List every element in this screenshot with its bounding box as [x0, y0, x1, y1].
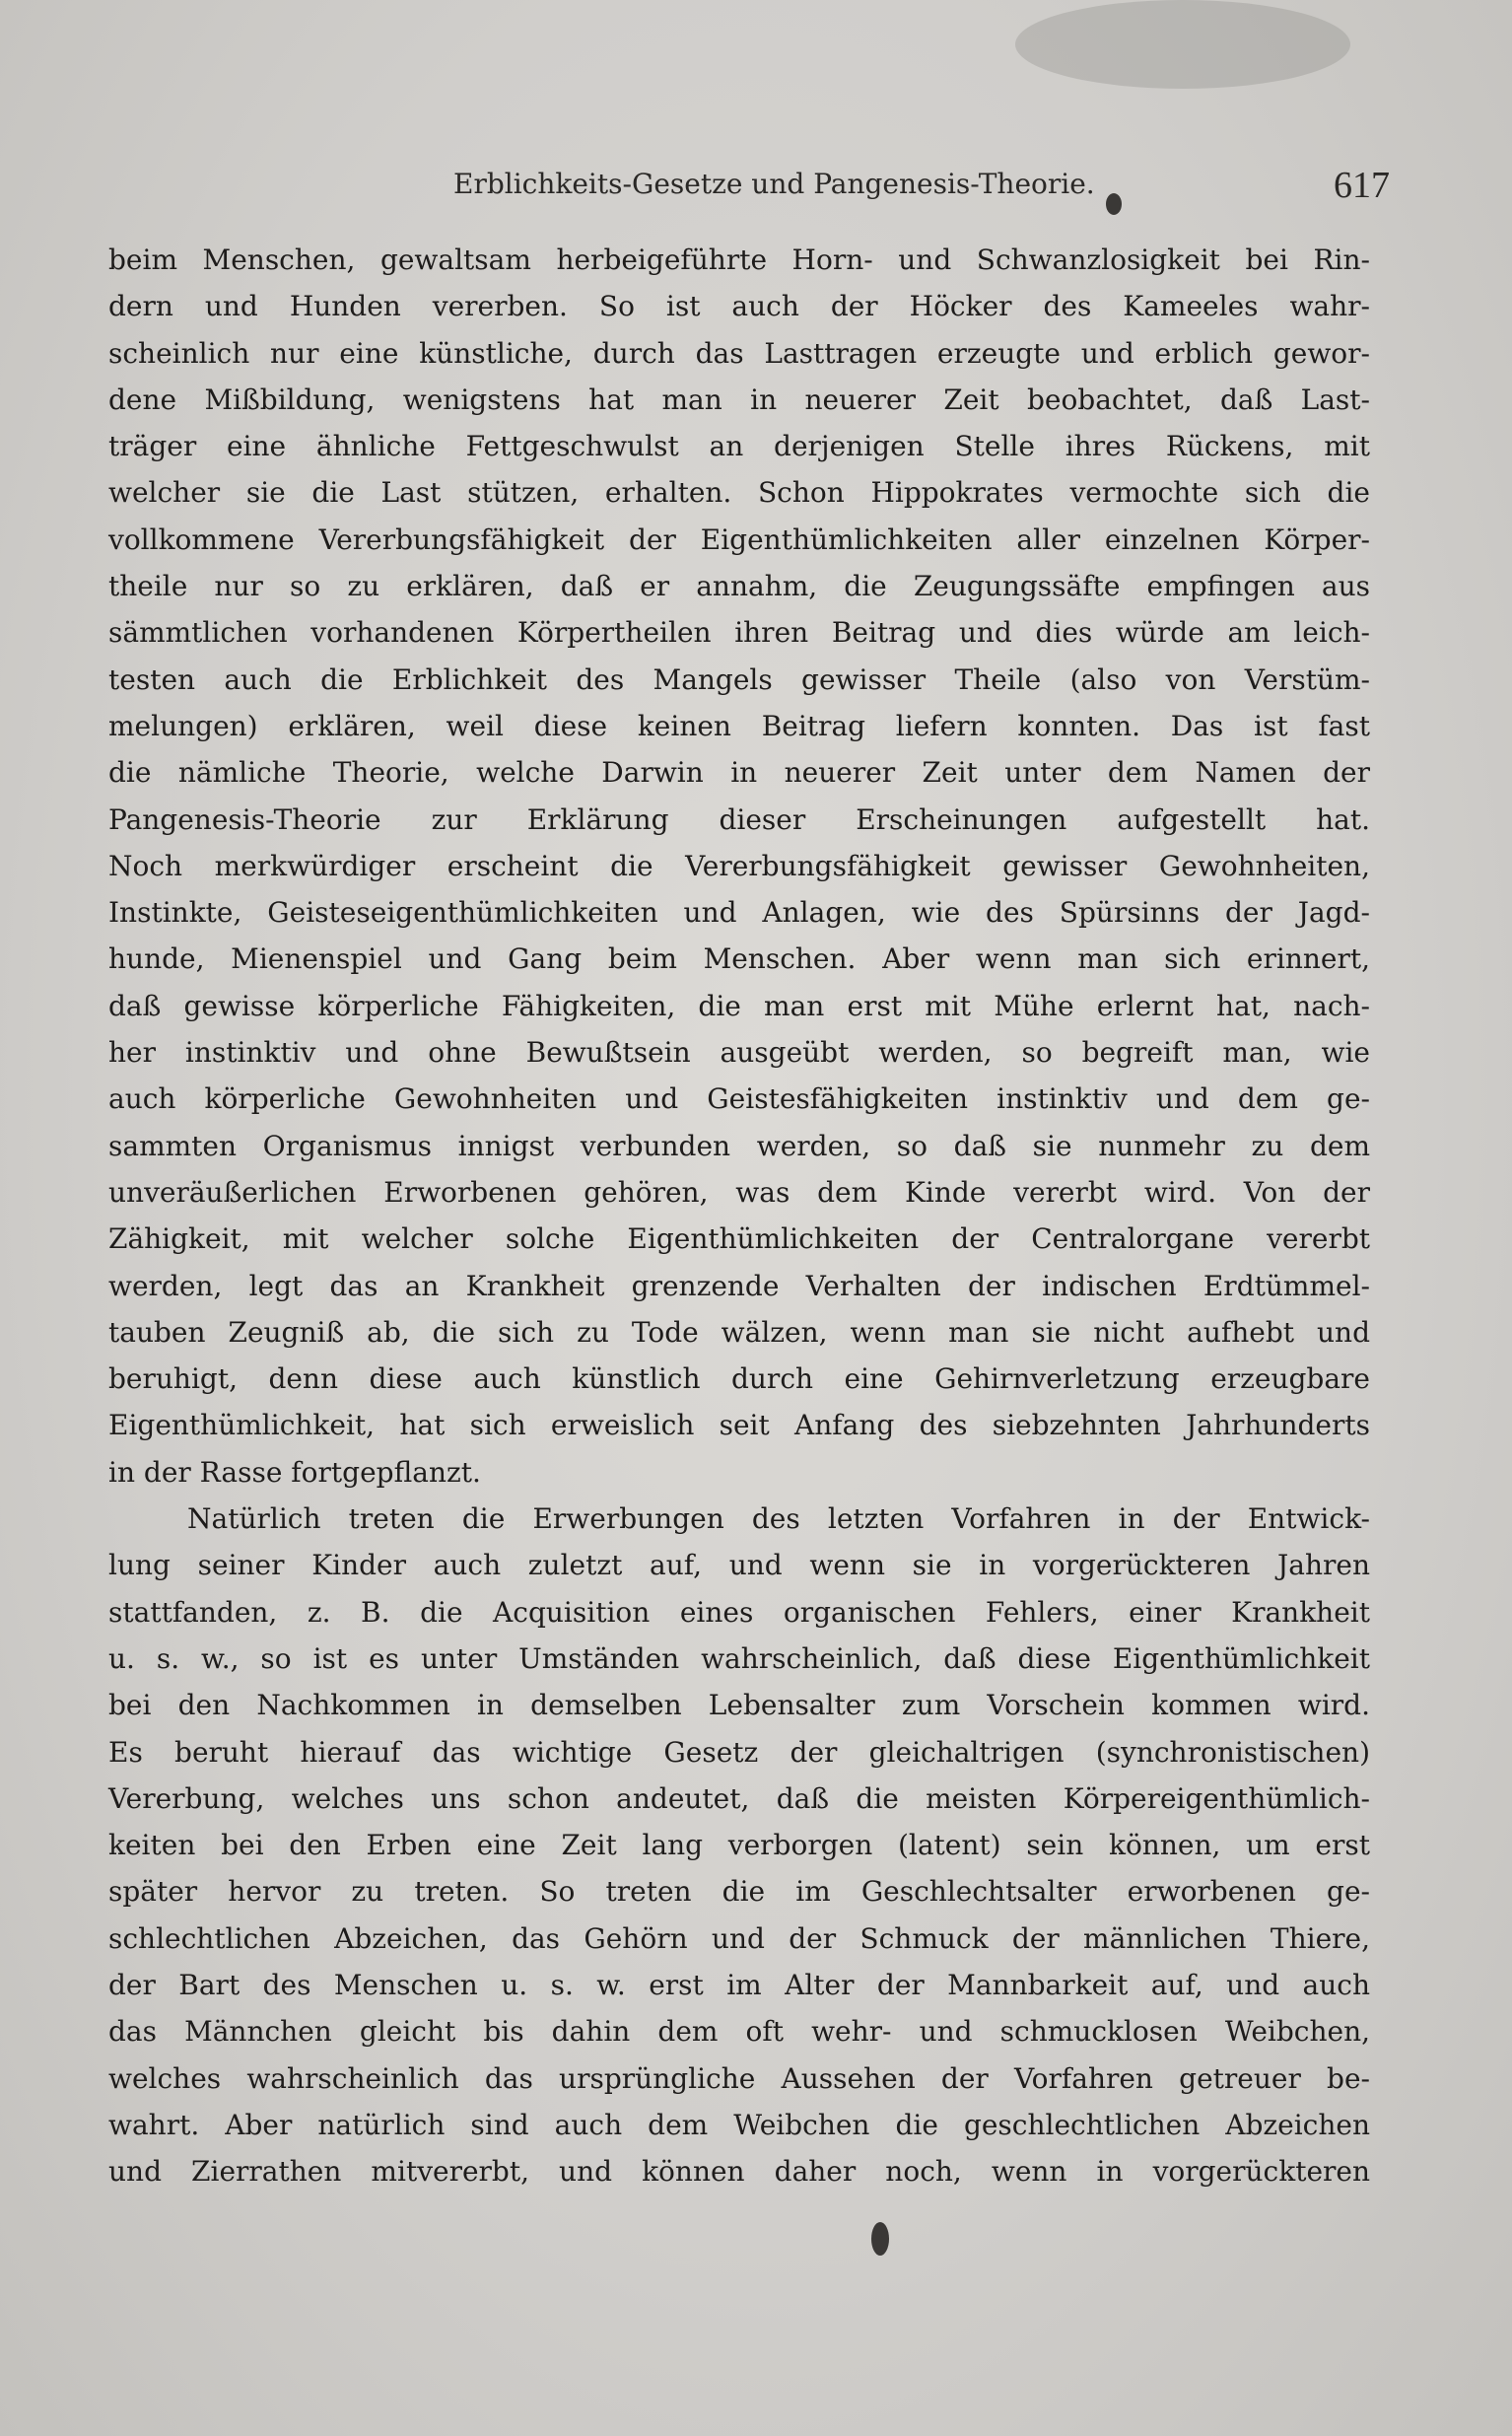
text-line: Natürlich treten die Erwerbungen des letzten Vorfahren in der Entwick- [187, 1502, 1370, 1536]
text-line: daß gewisse körperliche Fähigkeiten, die man erst mit Mühe erlernt hat, nach- [108, 989, 1370, 1022]
text-line: Eigenthümlichkeit, hat sich erweislich seit Anfang des siebzehnten Jahrhunderts [108, 1409, 1370, 1442]
page-number: 617 [1334, 165, 1390, 206]
text-line: dern und Hunden vererben. So ist auch der Höcker des Kameeles wahr- [108, 290, 1370, 323]
text-line: unveräußerlichen Erworbenen gehören, was dem Kinde vererbt wird. Von der [108, 1175, 1370, 1209]
running-header [453, 165, 1390, 217]
text-line: Es beruht hierauf das wichtige Gesetz der gleichaltrigen (synchronistischen) [108, 1735, 1370, 1769]
text-line: Noch merkwürdiger erscheint die Vererbungsfähigkeit gewisser Gewohnheiten, [108, 849, 1370, 882]
text-line: u. s. w., so ist es unter Umständen wahrscheinlich, daß diese Eigenthümlichkeit [108, 1641, 1370, 1675]
paper-stain [1015, 0, 1350, 89]
text-line: dene Mißbildung, wenigstens hat man in neuerer Zeit beobachtet, daß Last- [108, 383, 1370, 416]
text-line: stattfanden, z. B. die Acquisition eines organischen Fehlers, einer Krankheit [108, 1595, 1370, 1629]
paragraph-1 [108, 237, 1370, 1496]
text-line: schlechtlichen Abzeichen, das Gehörn und der Schmuck der männlichen Thiere, [108, 1921, 1370, 1955]
text-line: Pangenesis-Theorie zur Erklärung dieser Erscheinungen aufgestellt hat. [108, 802, 1370, 836]
text-line: welches wahrscheinlich das ursprüngliche Aussehen der Vorfahren getreuer be- [108, 2061, 1370, 2095]
text-line: bei den Nachkommen in demselben Lebensalter zum Vorschein kommen wird. [108, 1689, 1370, 1722]
text-line: tauben Zeugniß ab, die sich zu Tode wälzen, wenn man sie nicht aufhebt und [108, 1315, 1370, 1349]
ink-spot [871, 2222, 889, 2256]
text-line: Zähigkeit, mit welcher solche Eigenthümlichkeiten der Centralorgane vererbt [108, 1222, 1370, 1256]
text-line: lung seiner Kinder auch zuletzt auf, und wenn sie in vorgerückteren Jahren [108, 1549, 1370, 1582]
text-line: testen auch die Erblichkeit des Mangels gewisser Theile (also von Verstüm- [108, 662, 1370, 696]
text-line: sämmtlichen vorhandenen Körpertheilen ihren Beitrag und dies würde am leich- [108, 616, 1370, 650]
text-line: scheinlich nur eine künstliche, durch das Lasttragen erzeugte und erblich gewor- [108, 336, 1370, 370]
text-line: später hervor zu treten. So treten die im Geschlechtsalter erworbenen ge- [108, 1875, 1370, 1909]
text-line: träger eine ähnliche Fettgeschwulst an derjenigen Stelle ihres Rückens, mit [108, 430, 1370, 463]
text-line: und Zierrathen mitvererbt, und können daher noch, wenn in vorgerückteren [108, 2155, 1370, 2189]
text-line: melungen) erklären, weil diese keinen Beitrag liefern konnten. Das ist fast [108, 709, 1370, 742]
text-line: her instinktiv und ohne Bewußtsein ausgeübt werden, so begreift man, wie [108, 1036, 1370, 1070]
text-line: in der Rasse fortgepflanzt. [108, 1455, 481, 1489]
text-line: auch körperliche Gewohnheiten und Geistesfähigkeiten instinktiv und dem ge- [108, 1082, 1370, 1116]
text-line: das Männchen gleicht bis dahin dem oft wehr- und schmucklosen Weibchen, [108, 2015, 1370, 2049]
text-line: welcher sie die Last stützen, erhalten. Schon Hippokrates vermochte sich die [108, 476, 1370, 510]
text-line: vollkommene Vererbungsfähigkeit der Eigenthümlichkeiten aller einzelnen Körper- [108, 522, 1370, 556]
body-text [108, 237, 1370, 2194]
text-line: beruhigt, denn diese auch künstlich durch eine Gehirnverletzung erzeugbare [108, 1362, 1370, 1396]
paragraph-2 [108, 1496, 1370, 2194]
text-line: Instinkte, Geisteseigenthümlichkeiten und Anlagen, wie des Spürsinns der Jagd- [108, 896, 1370, 930]
text-line: die nämliche Theorie, welche Darwin in neuerer Zeit unter dem Namen der [108, 756, 1370, 790]
text-line: theile nur so zu erklären, daß er annahm, die Zeugungssäfte empfingen aus [108, 570, 1370, 603]
text-line: beim Menschen, gewaltsam herbeigeführte Horn- und Schwanzlosigkeit bei Rin- [108, 244, 1370, 276]
text-line: hunde, Mienenspiel und Gang beim Menschen. Aber wenn man sich erinnert, [108, 942, 1370, 976]
text-line: wahrt. Aber natürlich sind auch dem Weibchen die geschlechtlichen Abzeichen [108, 2108, 1370, 2141]
text-line: Vererbung, welches uns schon andeutet, daß die meisten Körpereigenthümlich- [108, 1781, 1370, 1815]
text-line: keiten bei den Erben eine Zeit lang verborgen (latent) sein können, um erst [108, 1829, 1370, 1862]
text-line: der Bart des Menschen u. s. w. erst im Alter der Mannbarkeit auf, und auch [108, 1968, 1370, 2001]
text-line: werden, legt das an Krankheit grenzende Verhalten der indischen Erdtümmel- [108, 1269, 1370, 1302]
running-title: Erblichkeits-Gesetze und Pangenesis-Theorie. [453, 168, 1095, 200]
text-line: sammten Organismus innigst verbunden werden, so daß sie nunmehr zu dem [108, 1129, 1370, 1162]
